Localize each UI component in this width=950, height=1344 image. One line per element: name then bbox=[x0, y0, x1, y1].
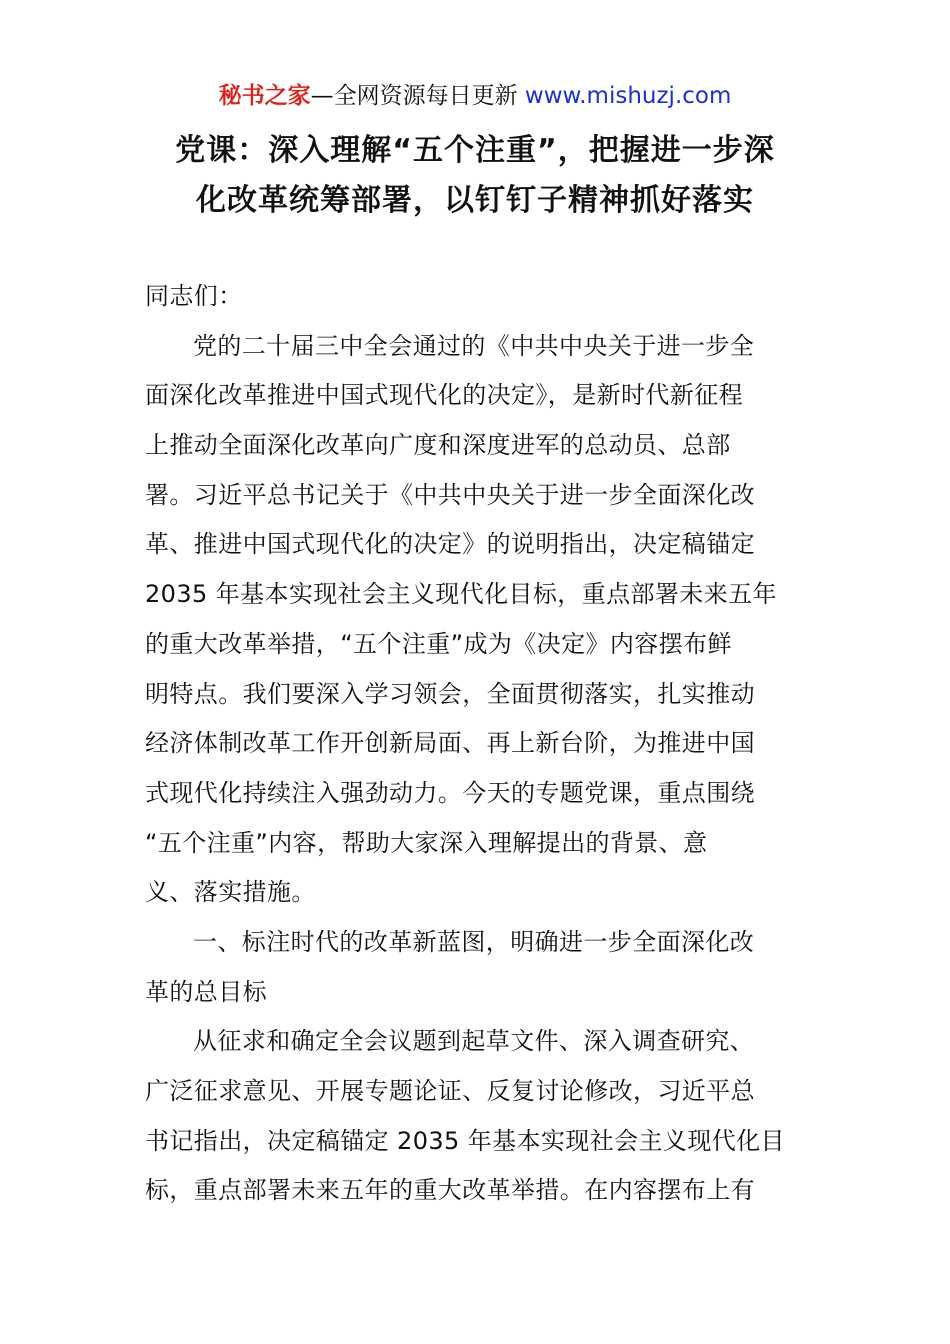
body-line: 广泛征求意见、开展专题论证、反复讨论修改，习近平总 bbox=[145, 1077, 755, 1105]
site-url-link[interactable]: www.mishuzj.com bbox=[524, 83, 732, 109]
salutation: 同志们： bbox=[145, 282, 243, 310]
site-header bbox=[0, 80, 950, 112]
body-line: 党的二十届三中全会通过的《中共中央关于进一步全 bbox=[193, 331, 755, 360]
section-heading-line: 革的总目标 bbox=[145, 977, 267, 1006]
body-line: 2035 年基本实现社会主义现代化目标，重点部署未来五年 bbox=[145, 580, 777, 609]
body-line: 明特点。我们要深入学习领会，全面贯彻落实，扎实推动 bbox=[145, 679, 755, 708]
body-line: 从征求和确定全会议题到起草文件、深入调查研究、 bbox=[193, 1027, 755, 1056]
title-line: 党课：深入理解“五个注重”，把握进一步深 bbox=[175, 133, 775, 168]
site-tagline: —全网资源每日更新 bbox=[310, 83, 525, 109]
body-line: 的重大改革举措，“五个注重”成为《决定》内容摆布鲜 bbox=[145, 629, 732, 658]
body-line: 署。习近平总书记关于《中共中央关于进一步全面深化改 bbox=[145, 480, 755, 509]
site-brand: 秘书之家 bbox=[218, 83, 311, 109]
body-line: 经济体制改革工作开创新局面、再上新台阶，为推进中国 bbox=[145, 729, 755, 758]
document-body bbox=[145, 272, 810, 1216]
body-line: 上推动全面深化改革向广度和深度进军的总动员、总部 bbox=[145, 431, 731, 460]
body-line: 标，重点部署未来五年的重大改革举措。在内容摆布上有 bbox=[145, 1176, 755, 1205]
body-line: 式现代化持续注入强劲动力。今天的专题党课，重点围绕 bbox=[145, 778, 755, 807]
body-line: 革、推进中国式现代化的决定》的说明指出，决定稿锚定 bbox=[145, 530, 755, 559]
document-title bbox=[120, 126, 830, 226]
body-line: “五个注重”内容，帮助大家深入理解提出的背景、意 bbox=[145, 828, 708, 857]
section-heading-line: 一、标注时代的改革新蓝图，明确进一步全面深化改 bbox=[193, 927, 755, 956]
body-line: 面深化改革推进中国式现代化的决定》，是新时代新征程 bbox=[145, 381, 743, 410]
body-line: 义、落实措施。 bbox=[145, 878, 316, 907]
body-line: 书记指出，决定稿锚定 2035 年基本实现社会主义现代化目 bbox=[145, 1126, 785, 1155]
title-line: 化改革统筹部署，以钉钉子精神抓好落实 bbox=[196, 183, 754, 218]
